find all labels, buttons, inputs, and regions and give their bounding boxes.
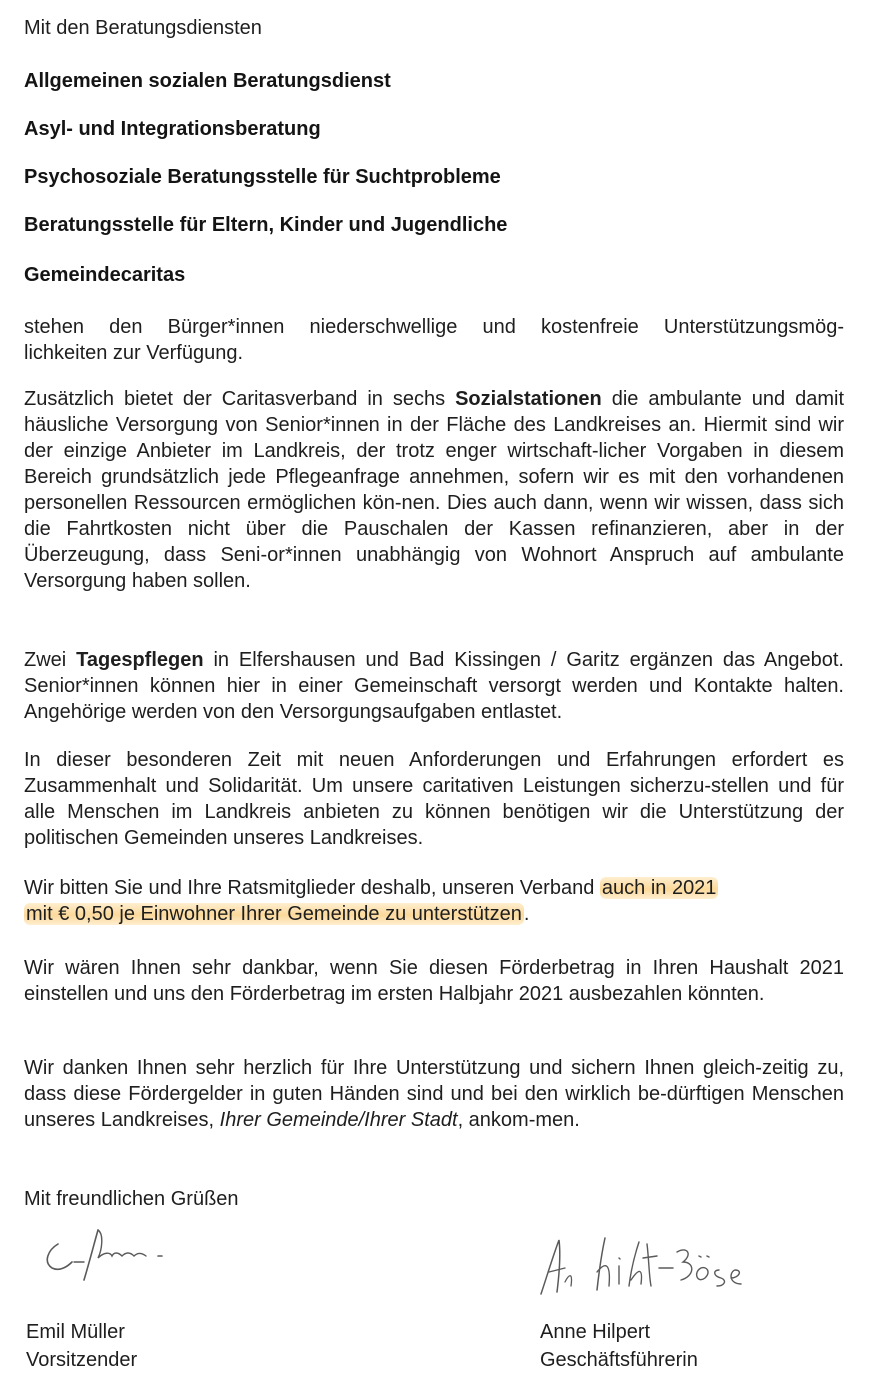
paragraph-text: .	[523, 903, 530, 925]
bold-term: Sozialstationen	[455, 388, 602, 410]
signatory-role: Vorsitzender	[26, 1349, 138, 1371]
signatory-right	[540, 1318, 698, 1374]
intro-text: Mit den Beratungsdiensten	[24, 17, 262, 39]
paragraph-line: stehen den Bürger*innen niederschwellige und kostenfreie Unterstützungsmög-	[24, 316, 844, 338]
paragraph-text: Wir danken Ihnen sehr herzlich für Ihre Unterstützung und sichern Ihnen gleich-zeitig zu, dass diese Fördergelder in guten Händen sind und bei den wirklich be-dürftigen Menschen unseres Landkreises,	[24, 1057, 844, 1131]
paragraph-support	[24, 314, 844, 366]
signature-anne-hilpert	[535, 1232, 755, 1302]
paragraph-text: Zusätzlich bietet der Caritasverband in sechs	[24, 388, 456, 410]
highlighted-text: mit € 0,50 je Einwohner Ihrer Gemeinde zu unterstützen	[26, 903, 522, 925]
paragraph-budget: Wir wären Ihnen sehr dankbar, wenn Sie diesen Förderbetrag in Ihren Haushalt 2021 einstellen und uns den Förderbetrag im ersten Halbjahr 2021 ausbezahlen könnten.	[24, 957, 844, 1005]
paragraph-solidarity: In dieser besonderen Zeit mit neuen Anforderungen und Erfahrungen erfordert es Zusammenhalt und Solidarität. Um unsere caritativen Leistungen sicherzu-stellen und für alle Menschen im Landkreis anbieten zu können benötigen wir die Unterstützung der politischen Gemeinden unseres Landkreises.	[24, 749, 844, 849]
signatory-role: Geschäftsführerin	[540, 1349, 698, 1371]
service-item: Gemeindecaritas	[24, 264, 186, 286]
highlighted-text: auch in 2021	[601, 877, 717, 899]
paragraph-request	[24, 875, 844, 927]
service-item: Allgemeinen sozialen Beratungsdienst	[24, 70, 391, 92]
paragraph-text: Zwei	[24, 649, 77, 671]
paragraph-tagespflegen	[24, 647, 844, 725]
paragraph-sozialstationen	[24, 386, 844, 594]
paragraph-text: , ankom-men.	[457, 1109, 580, 1131]
closing-text: Mit freundlichen Grüßen	[24, 1188, 239, 1210]
paragraph-text: in Elfershausen und Bad Kissingen / Garitz ergänzen das Angebot. Senior*innen können hier in einer Gemeinschaft versorgt werden und Kontakte halten. Angehörige werden von den Versorgungsaufgaben entlastet.	[24, 649, 844, 723]
signatory-name: Anne Hilpert	[540, 1321, 651, 1343]
signatory-name: Emil Müller	[26, 1321, 125, 1343]
paragraph-text: Wir bitten Sie und Ihre Ratsmitglieder deshalb, unseren Verband	[24, 877, 600, 899]
bold-term: Tagespflegen	[76, 649, 204, 671]
paragraph-text: die ambulante und damit häusliche Versorgung von Senior*innen in der Fläche des Landkreises an. Hiermit sind wir der einzige Anbieter im Landkreis, der trotz enger wirtschaft-licher Vorgaben in diesem Bereich grundsätzlich jede Pflegeanfrage annehmen, sofern wir es mit den vorhandenen personellen Ressourcen ermöglichen kön-nen. Dies auch dann, wenn wir wissen, dass sich die Fahrtkosten nicht über die Pauschalen der Kassen refinanzieren, aber in der Überzeugung, dass Seni-or*innen unabhängig von Wohnort Anspruch auf ambulante Versorgung haben sollen.	[24, 388, 844, 592]
service-item: Beratungsstelle für Eltern, Kinder und Jugendliche	[24, 214, 508, 236]
signature-emil-mueller	[38, 1222, 178, 1292]
service-item: Asyl- und Integrationsberatung	[24, 118, 321, 140]
paragraph-thanks	[24, 1055, 844, 1133]
service-item: Psychosoziale Beratungsstelle für Suchtprobleme	[24, 166, 501, 188]
italic-text: Ihrer Gemeinde/Ihrer Stadt	[219, 1109, 458, 1131]
signatory-left	[26, 1318, 137, 1374]
paragraph-line: lichkeiten zur Verfügung.	[24, 342, 244, 364]
